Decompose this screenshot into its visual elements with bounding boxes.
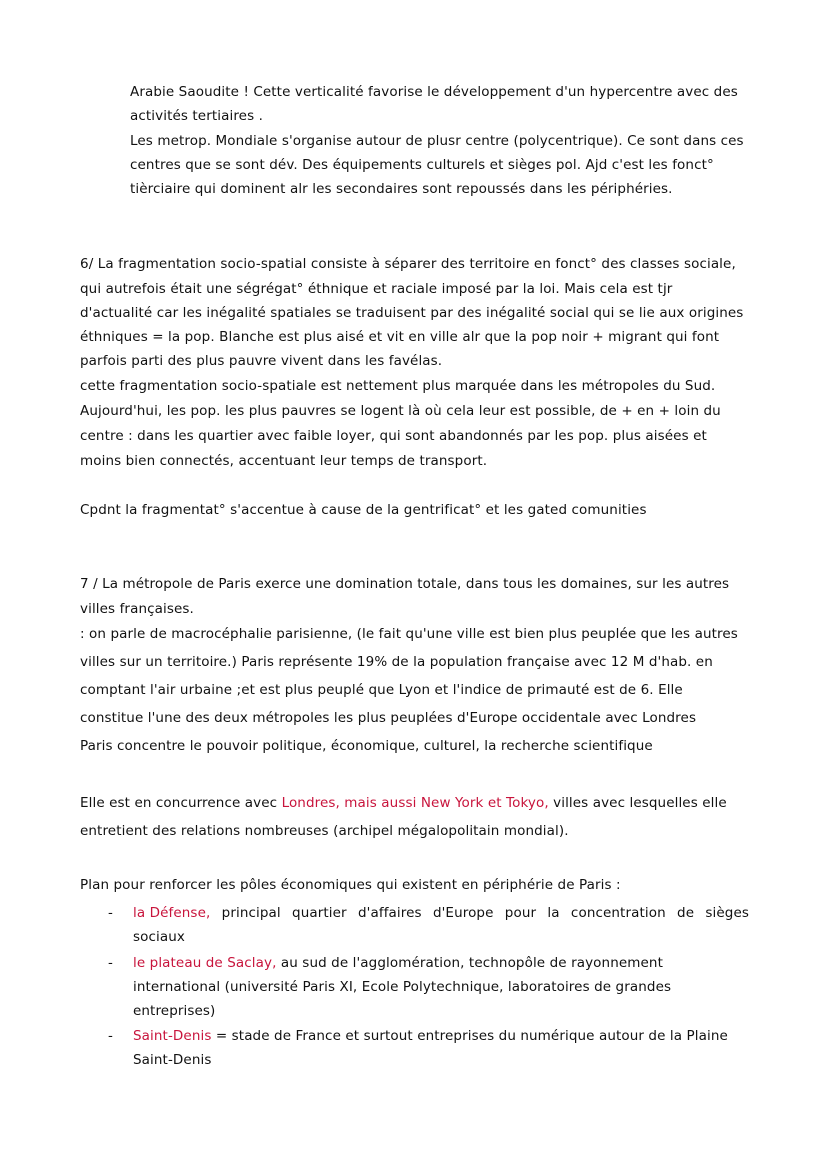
text-line: éthniques = la pop. Blanche est plus aisé et vit en ville alr que la pop noir + migrant qui font (80, 329, 720, 345)
text-line: moins bien connectés, accentuant leur temps de transport. (80, 453, 488, 469)
plan-intro: Plan pour renforcer les pôles économiques qui existent en périphérie de Paris : (80, 877, 621, 893)
text-line: Aujourd'hui, les pop. les plus pauvres se logent là où cela leur est possible, de + en + loin du (80, 403, 721, 419)
text-line: villes françaises. (80, 601, 194, 617)
highlighted-place: la Défense, (133, 905, 211, 921)
text-line: comptant l'air urbaine ;et est plus peuplé que Lyon et l'indice de primauté est de 6. Elle (80, 682, 683, 698)
text-span: Elle est en concurrence avec (80, 795, 282, 811)
highlighted-place: le plateau de Saclay, (133, 955, 277, 971)
text-line: entreprises) (133, 1003, 216, 1019)
text-span: principal quartier d'affaires d'Europe pour la concentration de sièges (210, 905, 749, 921)
text-line: activités tertiaires . (130, 108, 263, 124)
highlighted-place: Saint-Denis (133, 1028, 212, 1044)
text-line: Saint-Denis (133, 1052, 212, 1068)
text-span: = stade de France et surtout entreprises du numérique autour de la Plaine (211, 1028, 728, 1044)
highlighted-cities: Londres, mais aussi New York et Tokyo, (281, 795, 549, 811)
text-line: 6/ La fragmentation socio-spatial consiste à séparer des territoire en fonct° des classes sociale, (80, 256, 736, 272)
text-line: Arabie Saoudite ! Cette verticalité favorise le développement d'un hypercentre avec des (130, 84, 738, 100)
text-line: d'actualité car les inégalité spatiales se traduisent par des inégalité social qui se lie aux origines (80, 305, 744, 321)
bullet-dash: - (108, 955, 113, 971)
bullet-dash: - (108, 1028, 113, 1044)
text-line: tièrciaire qui dominent alr les secondaires sont repoussés dans les périphéries. (130, 181, 673, 197)
text-line: parfois parti des plus pauvre vivent dans les favélas. (80, 353, 443, 369)
text-line: cette fragmentation socio-spatiale est nettement plus marquée dans les métropoles du Sud. (80, 378, 716, 394)
text-line: sociaux (133, 929, 185, 945)
text-line: centre : dans les quartier avec faible loyer, qui sont abandonnés par les pop. plus aisées et (80, 428, 707, 444)
text-span: au sud de l'agglomération, technopôle de rayonnement (276, 955, 663, 971)
bullet-line (133, 1028, 728, 1044)
text-line: Les metrop. Mondiale s'organise autour de plusr centre (polycentrique). Ce sont dans ces (130, 133, 744, 149)
text-line: 7 / La métropole de Paris exerce une domination totale, dans tous les domaines, sur les autres (80, 576, 730, 592)
note-line: Cpdnt la fragmentat° s'accentue à cause de la gentrificat° et les gated comunities (80, 502, 647, 518)
text-line: villes sur un territoire.) Paris représente 19% de la population française avec 12 M d'hab. en (80, 654, 713, 670)
text-line: : on parle de macrocéphalie parisienne, (le fait qu'une ville est bien plus peuplée que les autres (80, 626, 738, 642)
text-line: constitue l'une des deux métropoles les plus peuplées d'Europe occidentale avec Londres (80, 710, 697, 726)
competition-line (80, 795, 727, 811)
bullet-line (133, 905, 749, 921)
text-line: qui autrefois était une ségrégat° éthnique et raciale imposé par la loi. Mais cela est tjr (80, 281, 673, 297)
text-line: Paris concentre le pouvoir politique, économique, culturel, la recherche scientifique (80, 738, 653, 754)
text-line: international (université Paris XI, Ecole Polytechnique, laboratoires de grandes (133, 979, 672, 995)
text-span: villes avec lesquelles elle (548, 795, 727, 811)
text-line: entretient des relations nombreuses (archipel mégalopolitain mondial). (80, 823, 569, 839)
bullet-dash: - (108, 905, 113, 921)
text-line: centres que se sont dév. Des équipements culturels et sièges pol. Ajd c'est les fonct° (130, 157, 714, 173)
bullet-line (133, 955, 663, 971)
